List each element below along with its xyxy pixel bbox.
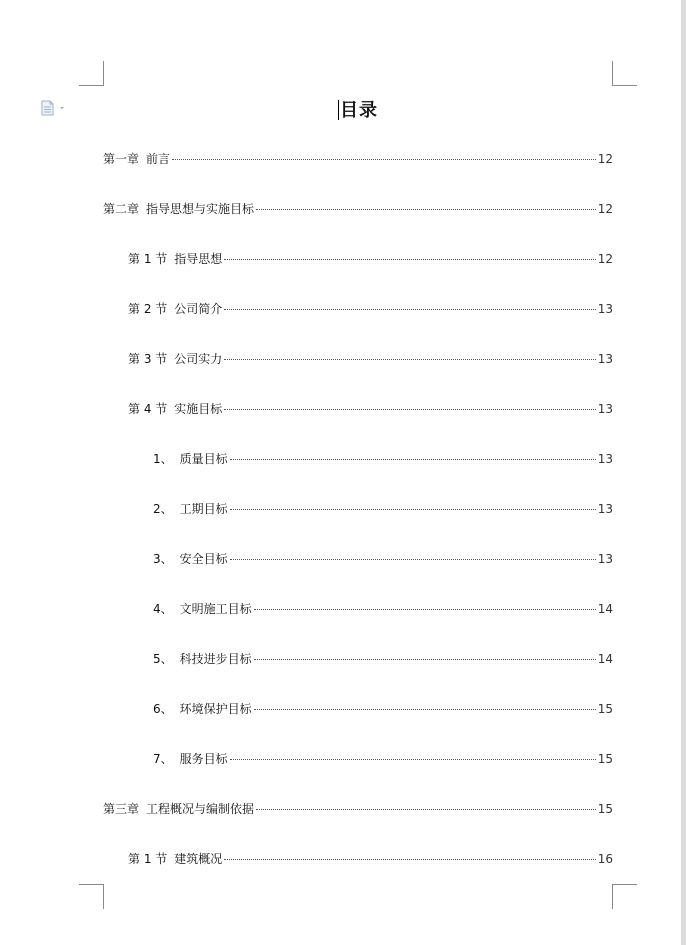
margin-corner-bottom-right: [612, 884, 637, 909]
toc-entry-page-number: 15: [597, 752, 613, 766]
toc-leader-dots: [256, 809, 596, 810]
toc-entry[interactable]: [103, 800, 613, 818]
toc-entry-label: 质量目标: [179, 452, 228, 466]
toc-leader-dots: [224, 359, 595, 360]
toc-entry[interactable]: [103, 200, 613, 218]
toc-entry-number: 1、: [153, 452, 173, 466]
toc-entry[interactable]: [153, 450, 613, 468]
toc-entry-number: 第 4 节: [128, 402, 168, 416]
toc-entry-page-number: 12: [597, 252, 613, 266]
toc-entry-number: 第二章: [103, 202, 140, 216]
toc-entry-label: 实施目标: [174, 402, 223, 416]
toc-entry-page-number: 12: [597, 152, 613, 166]
toc-entry-number: 第 3 节: [128, 352, 168, 366]
toc-leader-dots: [230, 509, 596, 510]
toc-entry[interactable]: [153, 600, 613, 618]
toc-entry-label: 建筑概况: [174, 852, 223, 866]
toc-leader-dots: [254, 709, 596, 710]
toc-entry-number: 4、: [153, 602, 173, 616]
toc-leader-dots: [224, 859, 595, 860]
toc-entry[interactable]: [153, 650, 613, 668]
toc-entry-number: 3、: [153, 552, 173, 566]
toc-entry-label: 文明施工目标: [179, 602, 252, 616]
toc-title[interactable]: [0, 96, 686, 122]
margin-corner-top-right: [612, 61, 637, 86]
toc-entry-label: 科技进步目标: [179, 652, 252, 666]
toc-entry-number: 第三章: [103, 802, 140, 816]
toc-entry-page-number: 14: [597, 652, 613, 666]
toc-entry[interactable]: [103, 150, 613, 168]
toc-entry-page-number: 15: [597, 702, 613, 716]
toc-entry-number: 第 2 节: [128, 302, 168, 316]
toc-leader-dots: [256, 209, 596, 210]
toc-entry-label: 公司简介: [174, 302, 223, 316]
toc-entry[interactable]: [128, 250, 613, 268]
text-cursor: [338, 100, 339, 120]
toc-entry[interactable]: [128, 350, 613, 368]
toc-entry-page-number: 13: [597, 502, 613, 516]
toc-leader-dots: [172, 159, 596, 160]
toc-entry-page-number: 13: [597, 402, 613, 416]
toc-entry-page-number: 13: [597, 352, 613, 366]
toc-entry[interactable]: [153, 750, 613, 768]
toc-entry-number: 第一章: [103, 152, 140, 166]
toc-leader-dots: [230, 759, 596, 760]
toc-entry-label: 指导思想: [174, 252, 223, 266]
toc-entry[interactable]: [128, 400, 613, 418]
toc-entry[interactable]: [153, 500, 613, 518]
toc-entry-page-number: 13: [597, 452, 613, 466]
toc-leader-dots: [254, 659, 596, 660]
margin-corner-top-left: [79, 61, 104, 86]
toc-entry-label: 环境保护目标: [179, 702, 252, 716]
toc-entry-number: 2、: [153, 502, 173, 516]
toc-entry-page-number: 14: [597, 602, 613, 616]
toc-leader-dots: [230, 559, 596, 560]
toc-entry-label: 工期目标: [179, 502, 228, 516]
toc-entry-label: 服务目标: [179, 752, 228, 766]
toc-leader-dots: [224, 309, 595, 310]
toc-leader-dots: [254, 609, 596, 610]
toc-entry[interactable]: [153, 550, 613, 568]
toc-entry-label: 指导思想与实施目标: [146, 202, 255, 216]
toc-entry-number: 5、: [153, 652, 173, 666]
page-edge: [681, 0, 686, 945]
toc-entry-number: 6、: [153, 702, 173, 716]
toc-entry-label: 公司实力: [174, 352, 223, 366]
toc-entry[interactable]: [128, 300, 613, 318]
toc-entry-page-number: 16: [597, 852, 613, 866]
toc-leader-dots: [224, 409, 595, 410]
toc-entry-label: 安全目标: [179, 552, 228, 566]
toc-entry-number: 7、: [153, 752, 173, 766]
toc-entry-page-number: 12: [597, 202, 613, 216]
toc-title-text: 目录: [340, 100, 378, 121]
toc-entry-number: 第 1 节: [128, 252, 168, 266]
toc-entry-label: 前言: [146, 152, 171, 166]
toc-entry-page-number: 13: [597, 552, 613, 566]
toc-entry[interactable]: [153, 700, 613, 718]
toc-leader-dots: [224, 259, 595, 260]
margin-corner-bottom-left: [79, 884, 104, 909]
toc-entry-page-number: 13: [597, 302, 613, 316]
toc-entry-page-number: 15: [597, 802, 613, 816]
toc-entry-label: 工程概况与编制依据: [146, 802, 255, 816]
toc-leader-dots: [230, 459, 596, 460]
toc-entry-number: 第 1 节: [128, 852, 168, 866]
toc-entry[interactable]: [128, 850, 613, 868]
